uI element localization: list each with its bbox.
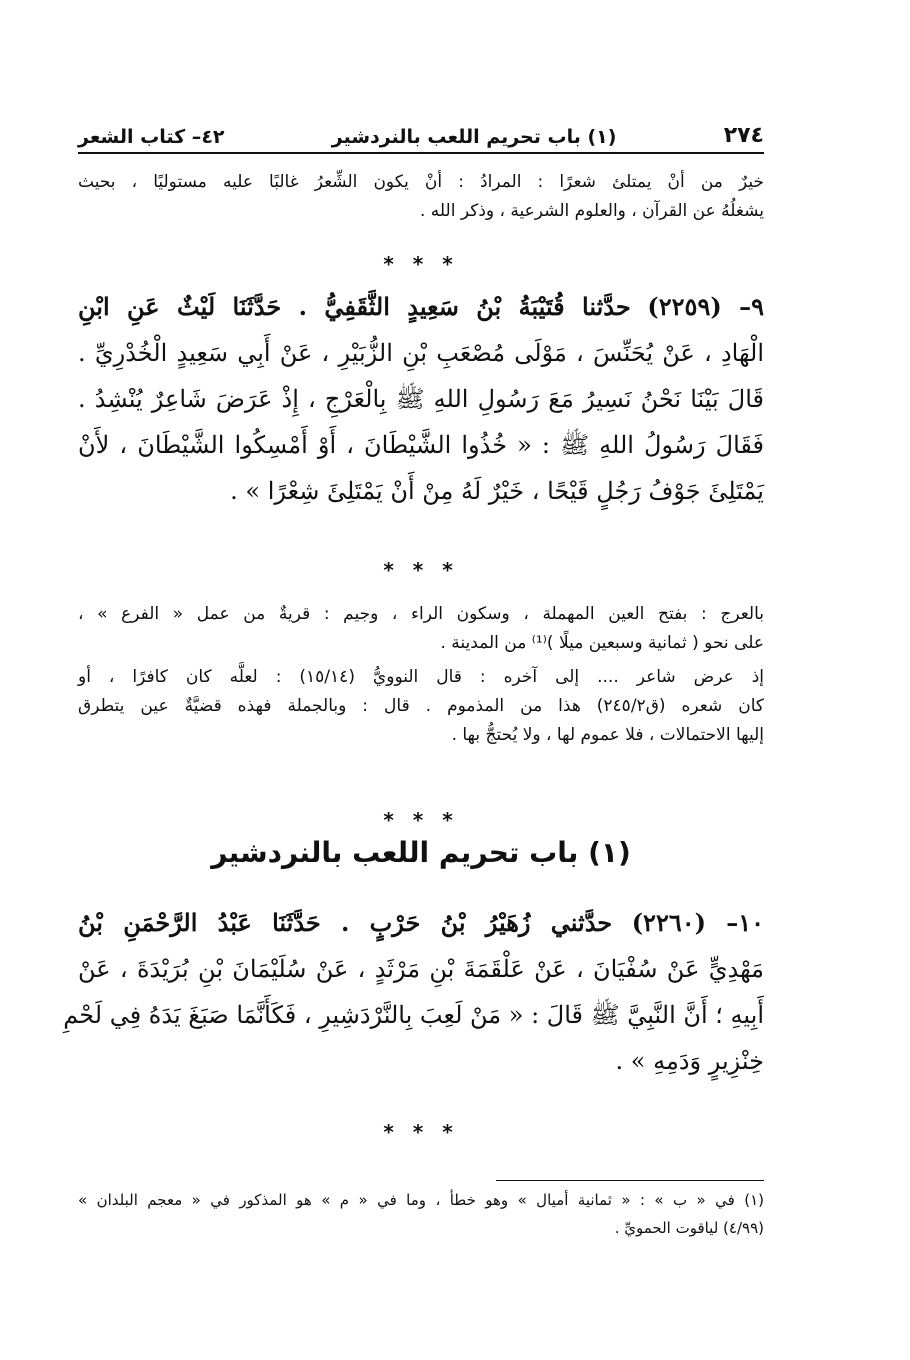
chapter-running-title: (١) باب تحريم اللعب بالنردشير [331,126,617,148]
hadith-line: الْهَادِ ، عَنْ يُحَنِّسَ ، مَوْلَى مُصْعَبِ بْنِ الزُّبَيْرِ ، عَنْ أَبِي سَعِيدٍ الْخُدْرِيِّ . [78,339,764,367]
commentary-line: إذ عرض شاعر .... إلى آخره : قال النوويُّ (١٥/١٤) : لعلَّه كان كافرًا ، أو [78,667,764,687]
page-header [78,112,764,154]
hadith-number: ٩– (٢٢٥٩) [647,292,764,321]
page-number: ٢٧٤ [723,123,764,148]
footnote [78,1186,764,1242]
hadith-line: يَمْتَلِئَ جَوْفُ رَجُلٍ قَيْحًا ، خَيْرٌ لَهُ مِنْ أَنْ يَمْتَلِئَ شِعْرًا » . [230,477,764,505]
commentary-line: بالعرج : بفتح العين المهملة ، وسكون الراء ، وجيم : قريةٌ من عمل « الفرع » ، [78,604,764,624]
hadith-text: حدَّثني زُهَيْرُ بْنُ حَرْبٍ . حَدَّثَنَا عَبْدُ الرَّحْمَنِ بْنُ [78,908,613,937]
commentary-line: إليها الاحتمالات ، فلا عموم لها ، ولا يُحتجُّ بها . [451,725,764,745]
footnote-divider [496,1180,764,1181]
hadith-9 [78,284,764,514]
commentary-line: على نحو ( ثمانية وسبعين ميلًا )⁽¹⁾ من المدينة . [440,633,764,653]
hadith-10 [63,900,765,1084]
hadith-line: مَهْدِيٍّ عَنْ سُفْيَانَ ، عَنْ عَلْقَمَةَ بْنِ مَرْثَدٍ ، عَنْ سُلَيْمَانَ بْنِ بُرَيْدَةَ ، عَنْ [78,955,765,983]
commentary-line: كان شعره (ق٢٤٥/٢) هذا من المذموم . قال : وبالجملة فهذه قضيَّةٌ عين يتطرق [78,696,764,716]
hadith-line [78,284,764,330]
hadith-line: خِنْزِيرٍ وَدَمِهِ » . [615,1047,764,1075]
commentary-block-1 [78,168,764,226]
hadith-line: أَبِيهِ ؛ أَنَّ النَّبِيَّ ﷺ قَالَ : « مَنْ لَعِبَ بِالنَّرْدَشِيرِ ، فَكَأَنَّمَا صَبَغَ يَدَهُ فِي لَحْمِ [63,1001,764,1029]
hadith-line: قَالَ بَيْنَا نَحْنُ نَسِيرُ مَعَ رَسُولِ اللهِ ﷺ بِالْعَرْجِ ، إِذْ عَرَضَ شَاعِرٌ يُنْشِدُ . [78,385,764,413]
book-running-title: ٤٢– كتاب الشعر [78,126,225,148]
hadith-number: ١٠– (٢٢٦٠) [631,908,765,937]
section-separator: * * * [383,252,459,276]
hadith-line [78,900,764,946]
commentary-line: يشغلُهُ عن القرآن ، والعلوم الشرعية ، وذكر الله . [419,201,764,221]
hadith-text: حدَّثنا قُتَيْبَةُ بْنُ سَعِيدٍ الثَّقَفِيُّ . حَدَّثَنَا لَيْثٌ عَنِ ابْنِ [78,292,631,321]
section-separator: * * * [383,808,459,832]
commentary-line: خيرٌ من أنْ يمتلئ شعرًا : المرادُ : أنْ يكون الشِّعرُ غالبًا عليه مستوليًا ، بحيث [78,172,764,192]
section-separator: * * * [383,558,459,582]
commentary-block-2 [78,600,764,750]
section-separator: * * * [383,1120,459,1144]
chapter-heading: (١) باب تحريم اللعب بالنردشير [211,836,631,869]
footnote-line: (١) في « ب » : « ثمانية أميال » وهو خطأ ، وما في « م » هو المذكور في « معجم البلدان » [78,1191,764,1209]
footnote-line: (٤/٩٩) لياقوت الحمويِّ . [614,1219,764,1237]
hadith-line: فَقَالَ رَسُولُ اللهِ ﷺ : « خُذُوا الشَّيْطَانَ ، أَوْ أَمْسِكُوا الشَّيْطَانَ ، لأَنْ [78,431,764,459]
